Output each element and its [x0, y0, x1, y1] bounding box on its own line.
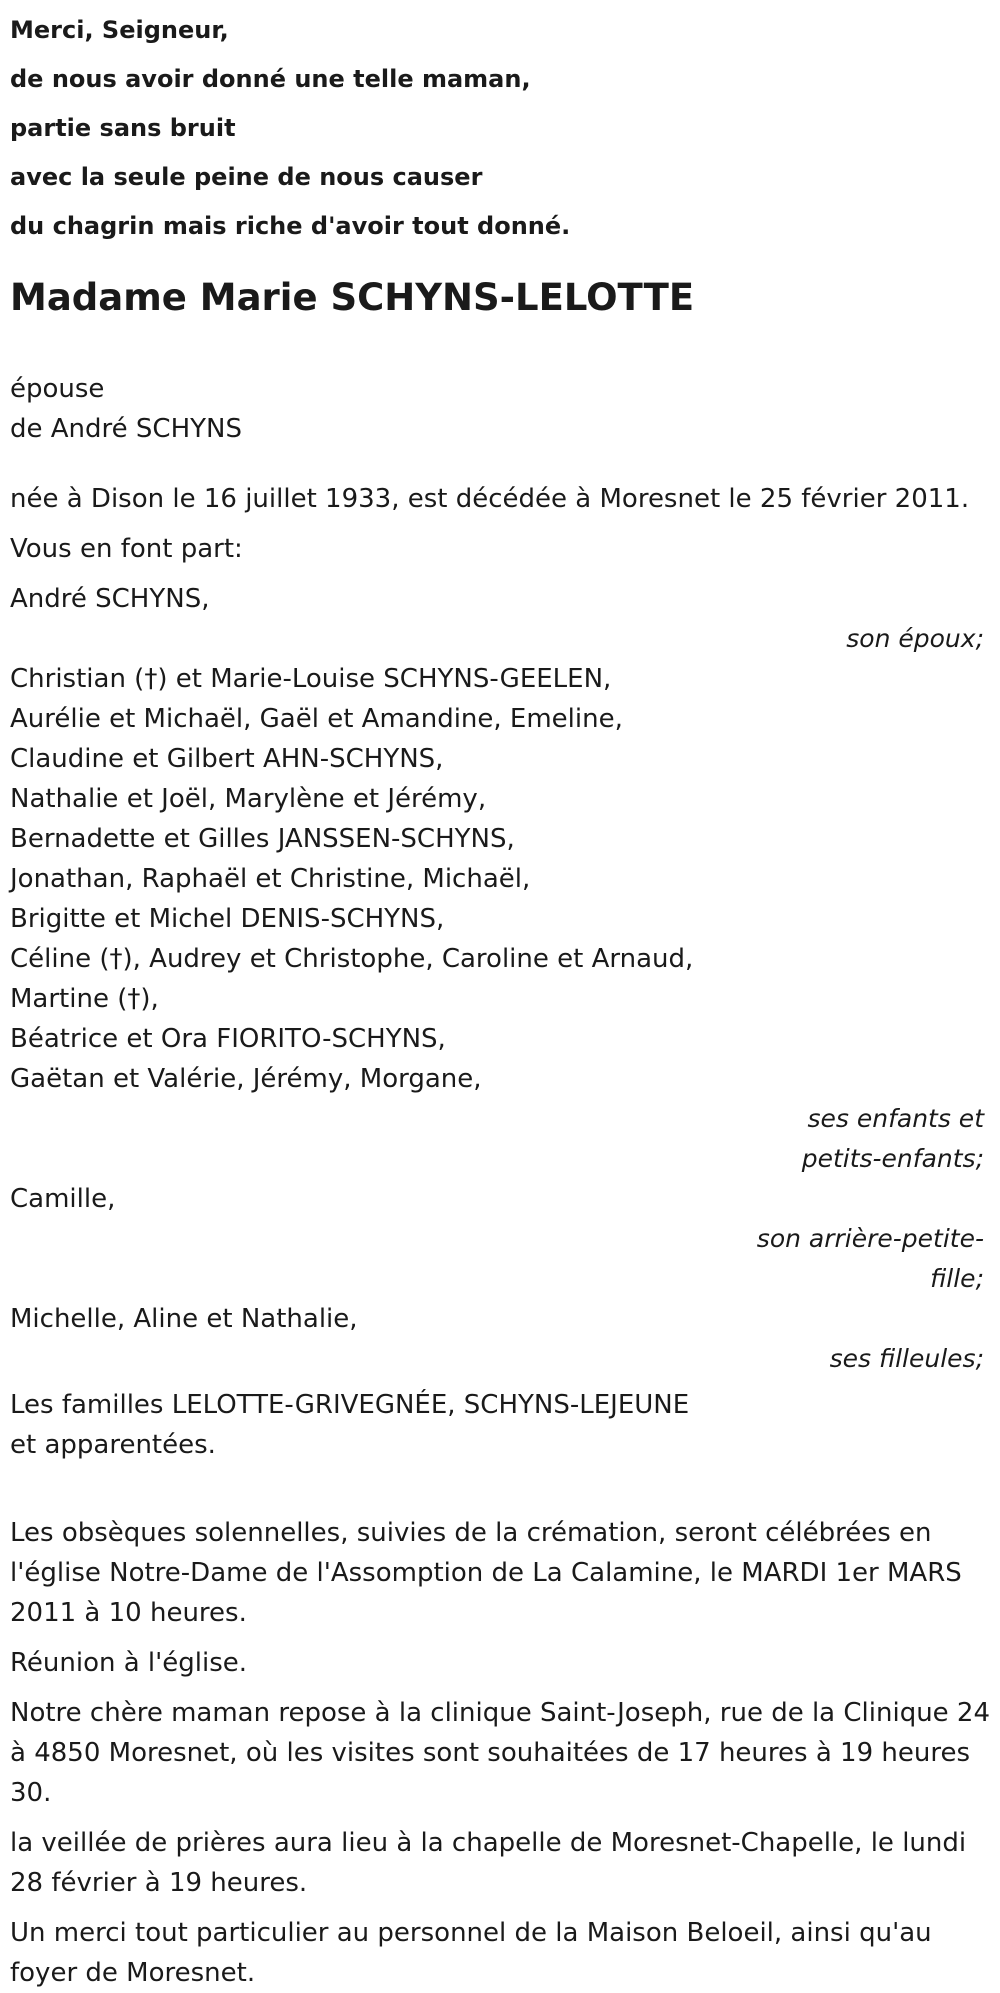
poem-line: de nous avoir donné une telle maman, [10, 65, 531, 93]
thanks-text: Un merci tout particulier au personnel de la Maison Beloeil, ainsi qu'au foyer de Moresnet. [10, 1918, 932, 1988]
spouse-line: de André SCHYNS [10, 414, 242, 444]
list-item: Céline (†), Audrey et Christophe, Caroline et Arnaud, [10, 944, 694, 974]
list-item: Aurélie et Michaël, Gaël et Amandine, Emeline, [10, 704, 623, 734]
role-line: ses enfants et [807, 1104, 984, 1133]
list-item: Jonathan, Raphaël et Christine, Michaël, [10, 864, 531, 894]
deceased-name: Madame Marie SCHYNS-LELOTTE [10, 276, 695, 319]
families-line: et apparentées. [10, 1430, 216, 1460]
list-item: Nathalie et Joël, Marylène et Jérémy, [10, 784, 487, 814]
poem-line: avec la seule peine de nous causer [10, 163, 483, 191]
rest-text: Notre chère maman repose à la clinique Saint-Joseph, rue de la Clinique 24 à 4850 Moresnet, où les visites sont souhaitées de 17 heures à 19 heures 30. [10, 1698, 991, 1808]
list-item: Gaëtan et Valérie, Jérémy, Morgane, [10, 1064, 482, 1094]
list-item: Christian (†) et Marie-Louise SCHYNS-GEELEN, [10, 664, 612, 694]
goddaughters-role: ses filleules; [829, 1344, 984, 1373]
spouse-line: épouse [10, 374, 105, 404]
poem-line: partie sans bruit [10, 114, 236, 142]
birth-death-text: née à Dison le 16 juillet 1933, est décédée à Moresnet le 25 février 2011. [10, 484, 970, 514]
role-line: fille; [930, 1264, 984, 1293]
announce-text: Vous en font part: [10, 534, 243, 564]
list-item: Martine (†), [10, 984, 159, 1014]
list-item: Claudine et Gilbert AHN-SCHYNS, [10, 744, 444, 774]
families-line: Les familles LELOTTE-GRIVEGNÉE, SCHYNS-LEJEUNE [10, 1390, 690, 1420]
goddaughters-entry: Michelle, Aline et Nathalie, [10, 1304, 358, 1334]
great-grandchild-role [10, 1219, 984, 1299]
role-line: petits-enfants; [801, 1144, 984, 1173]
list-item: Béatrice et Ora FIORITO-SCHYNS, [10, 1024, 446, 1054]
funeral-text: Les obsèques solennelles, suivies de la crémation, seront célébrées en l'église Notre-Dame de l'Assomption de La Calamine, le MARDI 1er MARS 2011 à 10 heures. [10, 1518, 962, 1628]
meeting-text: Réunion à l'église. [10, 1648, 248, 1678]
poem [10, 6, 990, 251]
families-entry [10, 1385, 990, 1465]
children-list [10, 659, 990, 1099]
poem-line: du chagrin mais riche d'avoir tout donné. [10, 212, 571, 240]
vigil-text: la veillée de prières aura lieu à la chapelle de Moresnet-Chapelle, le lundi 28 février à 19 heures. [10, 1828, 967, 1898]
great-grandchild-entry: Camille, [10, 1184, 116, 1214]
children-role [10, 1099, 984, 1179]
husband-role: son époux; [846, 624, 984, 653]
role-line: son arrière-petite- [756, 1224, 984, 1253]
poem-line: Merci, Seigneur, [10, 16, 229, 44]
spouse-block [10, 369, 990, 449]
husband-entry: André SCHYNS, [10, 584, 210, 614]
list-item: Bernadette et Gilles JANSSEN-SCHYNS, [10, 824, 515, 854]
list-item: Brigitte et Michel DENIS-SCHYNS, [10, 904, 445, 934]
